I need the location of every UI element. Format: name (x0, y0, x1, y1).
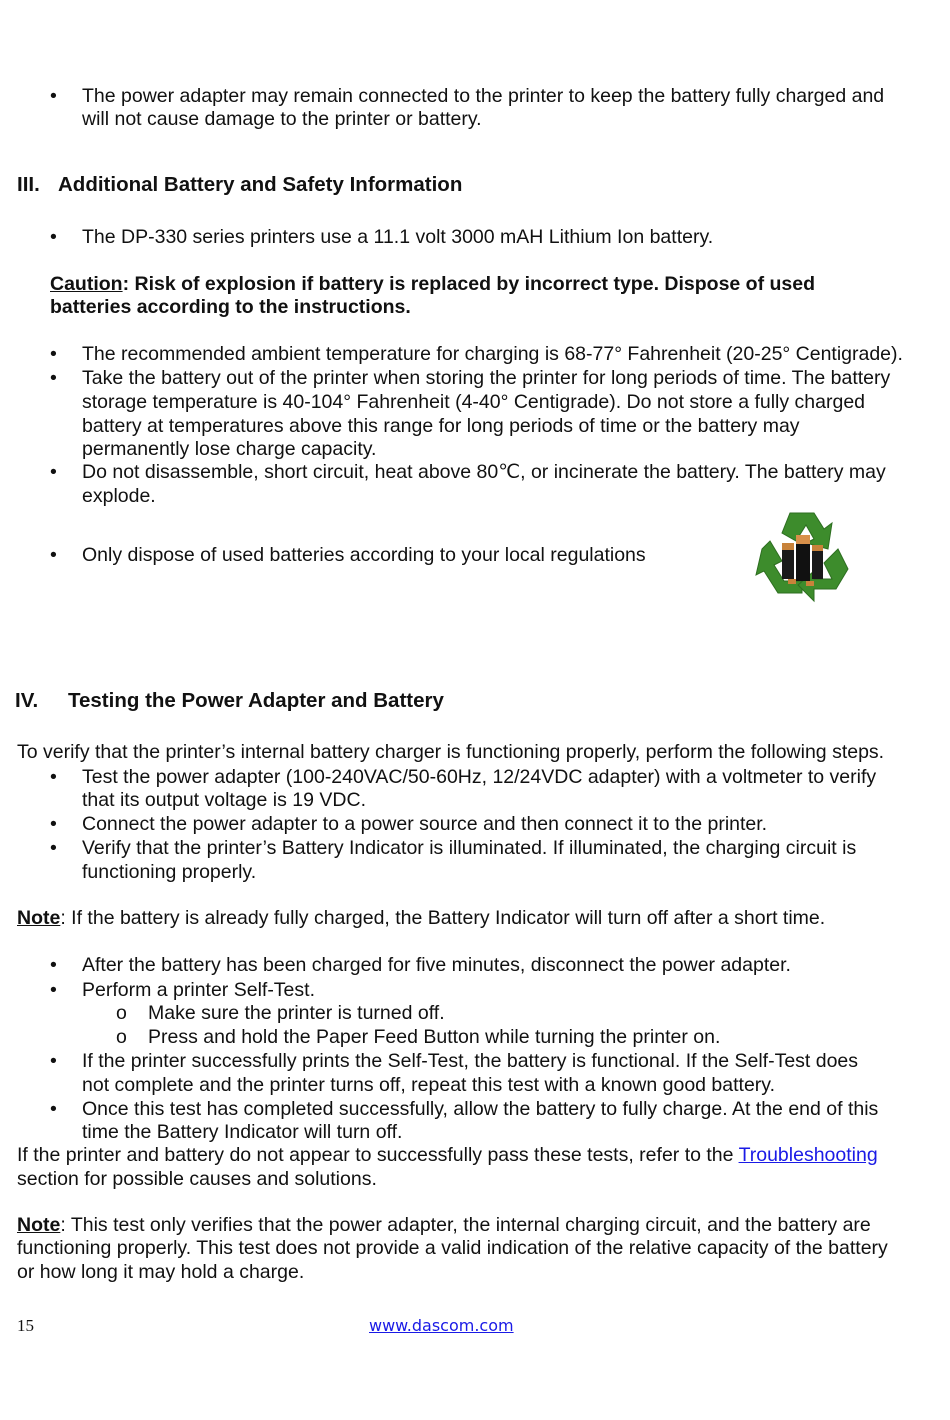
caution-label: Caution (50, 273, 123, 295)
bullet: • (50, 85, 57, 107)
text-line: permanently lose charge capacity. (82, 438, 377, 460)
text-line: Once this test has completed successfully, allow the battery to fully charge. At the end of this (82, 1098, 879, 1120)
text-line: The power adapter may remain connected to the printer to keep the battery fully charged and (82, 85, 885, 107)
text-line: To verify that the printer’s internal battery charger is functioning properly, perform the following steps. (17, 741, 885, 763)
text-line: Take the battery out of the printer when storing the printer for long periods of time. The battery (82, 367, 891, 389)
bullet: • (50, 837, 57, 859)
bullet: • (50, 954, 57, 976)
troubleshooting-link[interactable]: Troubleshooting (738, 1144, 878, 1166)
reference-text: If the printer and battery do not appear to successfully pass these tests, refer to the (17, 1144, 739, 1166)
bullet: • (50, 979, 57, 1001)
website-link[interactable]: www.dascom.com (369, 1316, 514, 1335)
text-line: Connect the power adapter to a power source and then connect it to the printer. (82, 813, 768, 835)
note-text: : If the battery is already fully charged, the Battery Indicator will turn off after a short time. (60, 907, 826, 929)
bullet: • (50, 343, 57, 365)
text-line: Do not disassemble, short circuit, heat above 80℃, or incinerate the battery. The battery may (82, 461, 886, 483)
note-line (17, 1214, 871, 1236)
caution-text: batteries according to the instructions. (50, 296, 411, 318)
text-line: Press and hold the Paper Feed Button while turning the printer on. (148, 1026, 721, 1048)
text-line: Make sure the printer is turned off. (148, 1002, 445, 1024)
text-line: time the Battery Indicator will turn off. (82, 1121, 403, 1143)
bullet: • (50, 226, 57, 248)
bullet: • (50, 367, 57, 389)
section-number: IV. (15, 689, 39, 712)
note-label: Note (17, 907, 61, 929)
text-line: not complete and the printer turns off, repeat this test with a known good battery. (82, 1074, 776, 1096)
recycle-batteries-icon (752, 505, 852, 603)
bullet: • (50, 544, 57, 566)
caution-text: : Risk of explosion if battery is replaced by incorrect type. Dispose of used (122, 273, 816, 295)
text-line: If the printer successfully prints the Self-Test, the battery is functional. If the Self-Test does (82, 1050, 859, 1072)
text-line: After the battery has been charged for five minutes, disconnect the power adapter. (82, 954, 791, 976)
text-line: functioning properly. This test does not provide a valid indication of the relative capacity of the battery (17, 1237, 888, 1259)
text-line: that its output voltage is 19 VDC. (82, 789, 366, 811)
text-line: battery at temperatures above this range for long periods of time or the battery may (82, 415, 800, 437)
text-line: storage temperature is 40-104° Fahrenheit (4-40° Centigrade). Do not store a fully charged (82, 391, 866, 413)
sub-bullet: o (116, 1026, 127, 1048)
text-line: Test the power adapter (100-240VAC/50-60Hz, 12/24VDC adapter) with a voltmeter to verify (82, 766, 877, 788)
text-line: will not cause damage to the printer or battery. (82, 108, 482, 130)
text-line: The recommended ambient temperature for charging is 68-77° Fahrenheit (20-25° Centigrade). (82, 343, 903, 365)
note-text: : This test only verifies that the power adapter, the internal charging circuit, and the battery are (60, 1214, 871, 1236)
text-line: Perform a printer Self-Test. (82, 979, 315, 1001)
section-heading: Testing the Power Adapter and Battery (68, 689, 444, 712)
bullet: • (50, 813, 57, 835)
text-line: The DP-330 series printers use a 11.1 volt 3000 mAH Lithium Ion battery. (82, 226, 714, 248)
bullet: • (50, 1098, 57, 1120)
text-line: Verify that the printer’s Battery Indicator is illuminated. If illuminated, the charging circuit is (82, 837, 857, 859)
bullet: • (50, 1050, 57, 1072)
text-line: Only dispose of used batteries according to your local regulations (82, 544, 646, 566)
sub-bullet: o (116, 1002, 127, 1024)
text-line: section for possible causes and solutions. (17, 1168, 377, 1190)
page-number: 15 (17, 1316, 34, 1335)
text-line (17, 1144, 878, 1166)
note-label: Note (17, 1214, 61, 1236)
section-heading: Additional Battery and Safety Information (58, 173, 463, 196)
bullet: • (50, 766, 57, 788)
caution-line (50, 273, 815, 295)
text-line: or how long it may hold a charge. (17, 1261, 305, 1283)
note-line (17, 907, 825, 929)
text-line: functioning properly. (82, 861, 257, 883)
text-line: explode. (82, 485, 156, 507)
bullet: • (50, 461, 57, 483)
section-number: III. (17, 173, 40, 196)
